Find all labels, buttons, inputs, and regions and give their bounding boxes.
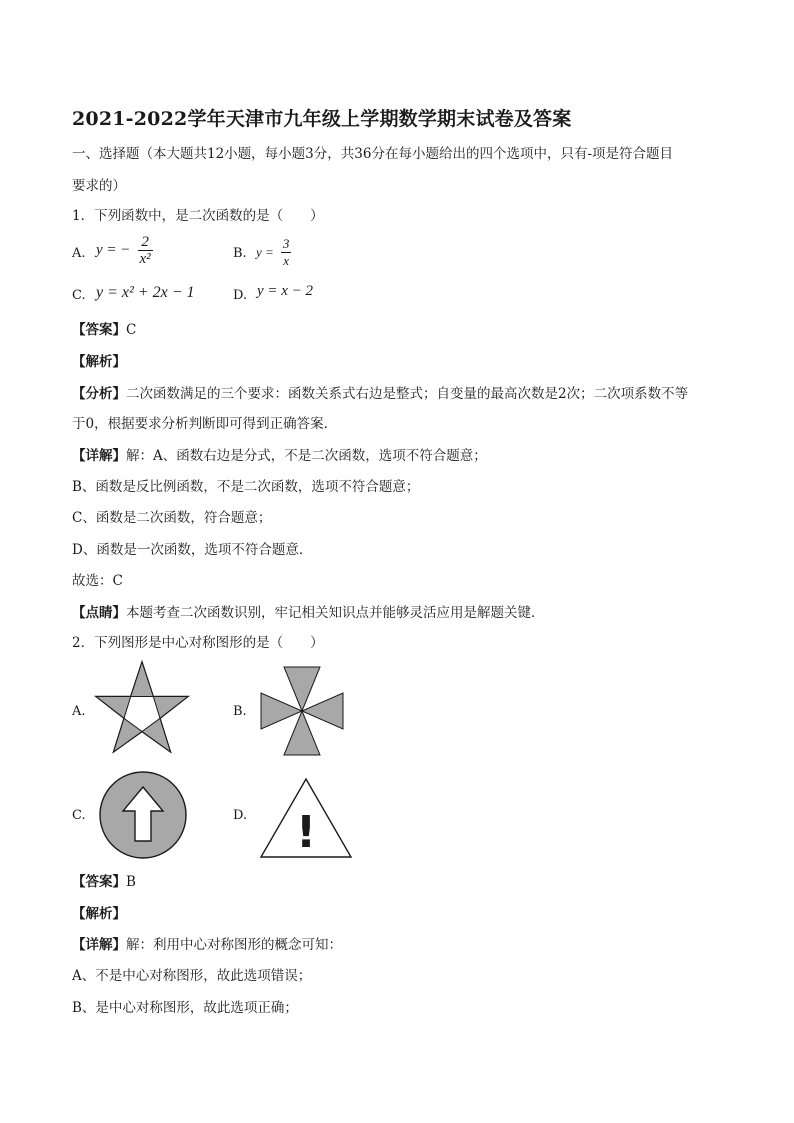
star-tip-top — [131, 662, 154, 697]
q1-option-d-label: D. — [233, 288, 248, 303]
q1-choice: 故选：C — [72, 573, 123, 589]
q1-answer — [72, 320, 136, 340]
q2-detail-line1 — [72, 935, 342, 955]
q1-option-b-numerator: 3 — [282, 236, 290, 251]
pinwheel-top-triangle — [284, 667, 320, 711]
q2-option-c-label: C. — [72, 808, 86, 823]
q2-answer-value: B — [126, 874, 136, 890]
q2-option-d-label: D. — [233, 808, 248, 823]
pinwheel-right-triangle — [302, 693, 343, 729]
q1-option-b-denominator: x — [283, 253, 290, 268]
section-heading-line1: 一、选择题（本大题共12小题，每小题3分，共36分在每小题给出的四个选项中，只有-项是符合题目 — [72, 146, 674, 162]
q2-analysis-tag: 【解析】 — [72, 906, 126, 922]
q1-option-d-expr: y = x − 2 — [257, 283, 314, 299]
q2-detail-line3: B、是中心对称图形，故此选项正确； — [72, 1000, 298, 1016]
q1-comment-tag: 【点睛】 — [72, 605, 126, 621]
q1-option-c-expr: y = x² + 2x − 1 — [96, 284, 195, 301]
q1-detail-line3: C、函数是二次函数，符合题意； — [72, 510, 272, 526]
section-heading-line2: 要求的） — [72, 178, 126, 194]
q1-detail-line2: B、函数是反比例函数，不是二次函数，选项不符合题意； — [72, 479, 420, 495]
pinwheel-figure — [260, 666, 344, 756]
q1-option-b-expr — [256, 236, 293, 269]
q1-option-b-lhs: y = — [256, 244, 274, 260]
q1-answer-tag: 【答案】 — [72, 322, 126, 338]
q1-option-b-label: B. — [233, 246, 247, 261]
q2-option-a-label: A. — [72, 704, 86, 719]
star-tip-right — [153, 697, 188, 719]
q1-option-a-expr — [96, 234, 155, 267]
q2-option-b-label: B. — [233, 704, 247, 719]
warning-exclamation-icon: ! — [295, 807, 317, 858]
q2-detail-text1: 解：利用中心对称图形的概念可知： — [126, 937, 342, 953]
q2-answer — [72, 872, 136, 892]
q2-answer-tag: 【答案】 — [72, 874, 126, 890]
q1-fenxi-tag: 【分析】 — [72, 386, 126, 402]
star-tip-left — [96, 697, 131, 719]
q1-option-c-label: C. — [72, 288, 86, 303]
warning-sign-figure — [259, 777, 353, 859]
star-figure — [94, 660, 190, 756]
q1-detail-line1 — [72, 446, 487, 466]
q1-option-b-fraction — [281, 236, 292, 269]
q1-option-a-numerator: 2 — [138, 234, 153, 251]
page-title: 2021-2022学年天津市九年级上学期数学期末试卷及答案 — [72, 108, 572, 130]
q1-option-a-denominator: x² — [139, 251, 151, 267]
arrow-sign-figure — [99, 771, 187, 859]
q1-answer-value: C — [126, 322, 137, 338]
q1-fenxi-line1 — [72, 384, 688, 404]
pinwheel-left-triangle — [261, 693, 302, 729]
q1-comment — [72, 603, 545, 623]
q1-comment-text: 本题考查二次函数识别，牢记相关知识点并能够灵活应用是解题关键． — [126, 605, 545, 621]
q1-option-a-lhs: y = − — [96, 242, 131, 258]
q1-detail-line4: D、函数是一次函数，选项不符合题意． — [72, 542, 313, 558]
q2-stem: 2．下列图形是中心对称图形的是（ ） — [72, 635, 324, 651]
q1-fenxi-line2: 于0，根据要求分析判断即可得到正确答案． — [72, 416, 338, 432]
q1-option-a-label: A. — [72, 246, 86, 261]
pinwheel-bottom-triangle — [284, 711, 320, 755]
q1-stem: 1．下列函数中，是二次函数的是（ ） — [72, 208, 324, 224]
q1-detail-tag: 【详解】 — [72, 448, 126, 464]
q1-analysis-tag: 【解析】 — [72, 354, 126, 370]
q1-detail-text1: 解：A、函数右边是分式，不是二次函数，选项不符合题意； — [126, 448, 487, 464]
q2-detail-line2: A、不是中心对称图形，故此选项错误； — [72, 968, 312, 984]
q2-detail-tag: 【详解】 — [72, 937, 126, 953]
q1-fenxi-text1: 二次函数满足的三个要求：函数关系式右边是整式；自变量的最高次数是2次；二次项系数不等 — [126, 386, 689, 402]
q1-option-a-fraction — [138, 234, 153, 267]
